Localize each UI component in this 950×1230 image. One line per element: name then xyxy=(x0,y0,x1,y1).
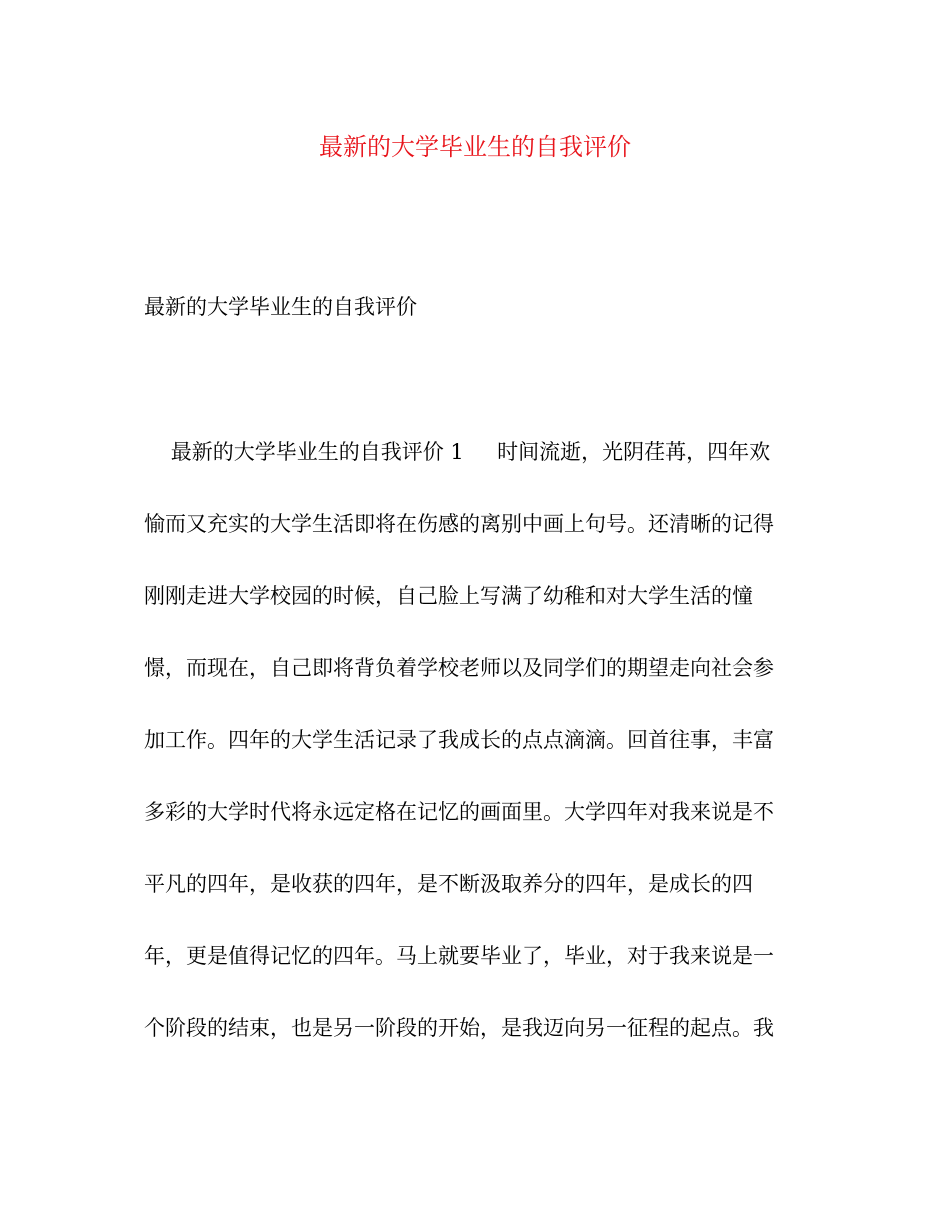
body-line: 最新的大学毕业生的自我评价 1 时间流逝，光阴荏苒，四年欢 xyxy=(144,440,771,464)
body-line: 憬，而现在，自己即将背负着学校老师以及同学们的期望走向社会参 xyxy=(144,656,774,680)
body-line: 刚刚走进大学校园的时候，自己脸上写满了幼稚和对大学生活的憧 xyxy=(144,584,753,608)
body-line: 加工作。四年的大学生活记录了我成长的点点滴滴。回首往事，丰富 xyxy=(144,728,774,752)
body-line: 平凡的四年，是收获的四年，是不断汲取养分的四年，是成长的四 xyxy=(144,872,753,896)
body-line: 年，更是值得记忆的四年。马上就要毕业了，毕业，对于我来说是一 xyxy=(144,944,774,968)
document-subtitle: 最新的大学毕业生的自我评价 xyxy=(144,295,417,319)
body-line: 愉而又充实的大学生活即将在伤感的离别中画上句号。还清晰的记得 xyxy=(144,512,774,536)
document-title: 最新的大学毕业生的自我评价 xyxy=(319,133,631,161)
body-line: 多彩的大学时代将永远定格在记忆的画面里。大学四年对我来说是不 xyxy=(144,800,774,824)
body-line: 个阶段的结束，也是另一阶段的开始，是我迈向另一征程的起点。我 xyxy=(144,1016,774,1040)
